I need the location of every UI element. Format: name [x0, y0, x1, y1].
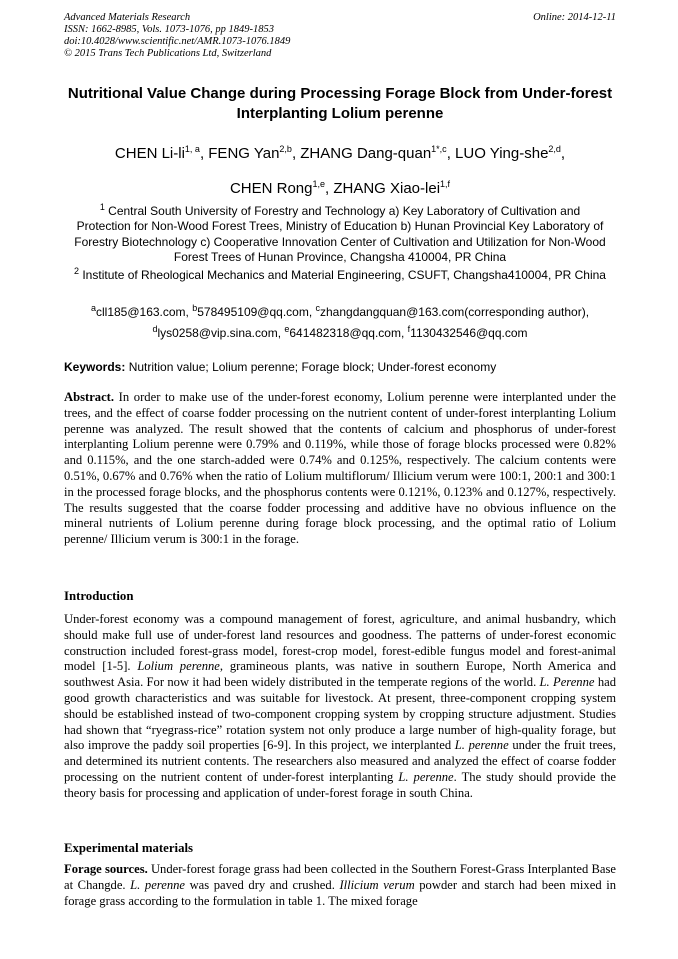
experimental-heading: Experimental materials	[64, 841, 194, 855]
author-line-1: CHEN Li-li$^{1, a}$, FENG Yan$^{2,b}$, ZHANG Dang-quan$^{1*,c}$, LUO Ying-she$^{2,d}$,	[114, 144, 566, 162]
copyright-line: © 2015 Trans Tech Publications Ltd, Switzerland	[64, 48, 272, 59]
online-date: Online: 2014-12-11	[533, 12, 616, 23]
journal-header	[64, 12, 616, 60]
paper-title: Nutritional Value Change during Processing Forage Block from Under-forest Interplanting Lolium perenne	[67, 85, 613, 122]
keywords-label: Keywords:	[64, 360, 126, 374]
affiliation-2: $^2$ Institute of Rheological Mechanics and Material Engineering, CSUFT, Changsha410004, PR China	[74, 266, 606, 282]
author-line-2: CHEN Rong$^{1,e}$, ZHANG Xiao-lei$^{1,f}$	[229, 179, 451, 197]
email-line-1: $^a$cll185@163.com, $^b$578495109@qq.com, $^c$zhangdangquan@163.com(corresponding author),	[90, 303, 590, 319]
forage-sources-paragraph: Forage sources. Under-forest forage grass had been collected in the Southern Forest-Grass Interplanted Base at Changde. L. perenne was paved dry and crushed. Illicium verum powder and starch had been mixed in forage grass according to the formulation in table 1. The mixed forage	[64, 862, 616, 908]
doi-line: doi:10.4028/www.scientific.net/AMR.1073-1076.1849	[64, 36, 291, 47]
forage-sources-label: Forage sources.	[64, 862, 148, 876]
keywords: Keywords: Nutrition value; Lolium perenne; Forage block; Under-forest economy	[64, 360, 497, 374]
issn-line: ISSN: 1662-8985, Vols. 1073-1076, pp 1849-1853	[64, 24, 274, 35]
email-line-2: $^d$lys0258@vip.sina.com, $^e$641482318@qq.com, $^f$1130432546@qq.com	[152, 324, 528, 340]
abstract-label: Abstract.	[64, 390, 115, 404]
abstract: Abstract. In order to make use of the under-forest economy, Lolium perenne were interplanted under the trees, and the effect of coarse fodder processing on the nutrient content of under-forest interplanting Lolium perenne was analyzed. The result showed that the contents of calcium and phosphorus of under-forest interplanting Lolium perenne were 0.79% and 0.119%, while those of forage blocks processed were 0.82% and 0.115%, and the one starch-added were 0.74% and 0.125%, respectively. The calcium contents were 0.51%, 0.67% and 0.76% when the ratio of Lolium multiflorum/ Illicium verum were 100:1, 200:1 and 300:1 in the processed forage blocks, and the phosphorus contents were 0.121%, 0.123% and 0.127%, respectively. The results suggested that the coarse fodder processing and additive have no obvious influence on the mineral nutrients of Lolium perenne during forage block processing, and the optimal ratio of Lolium perenne/ Illicium verum is 300:1 in the forage.	[64, 390, 616, 547]
affiliation-1: $^1$ Central South University of Forestry and Technology a) Key Laboratory of Cultivation and Protection for Non-Wood Forest Trees, Ministry of Education b) Hunan Provincial Key Laboratory of Forestry Biotechnology c) Cooperative Innovation Center of Cultivation and Utilization for Non-Wood Forest Trees of Hunan Province, Changsha 410004, PR China	[74, 202, 606, 265]
introduction-heading: Introduction	[64, 589, 134, 603]
introduction-paragraph: Under-forest economy was a compound management of forest, agriculture, and animal husbandry, which should make full use of under-forest land resources and goodness. The patterns of under-forest economic construction included forest-grass model, forest-crop model, forest-edible fungus model and forest-animal model [1-5]. Lolium perenne, gramineous plants, was native in southern Europe, North America and southwest Asia. For now it had been widely distributed in the temperate regions of the world. L. Perenne had good growth characteristics and was suitable for livestock. At present, three-component cropping system should be established instead of two-component cropping system by cropping structure adjustment. Studies had shown that “ryegrass-rice” rotation system not only produce a large number of high-quality forage, but also improve the paddy soil properties [6-9]. In this project, we interplanted L. perenne under the fruit trees, and determined its nutrient contents. The researchers also measured and analyzed the effect of coarse fodder processing on the nutrient content of under-forest interplanting L. perenne. The study should provide the theory basis for processing and application of under-forest forage in south China.	[64, 612, 616, 800]
journal-name: Advanced Materials Research	[64, 12, 191, 23]
